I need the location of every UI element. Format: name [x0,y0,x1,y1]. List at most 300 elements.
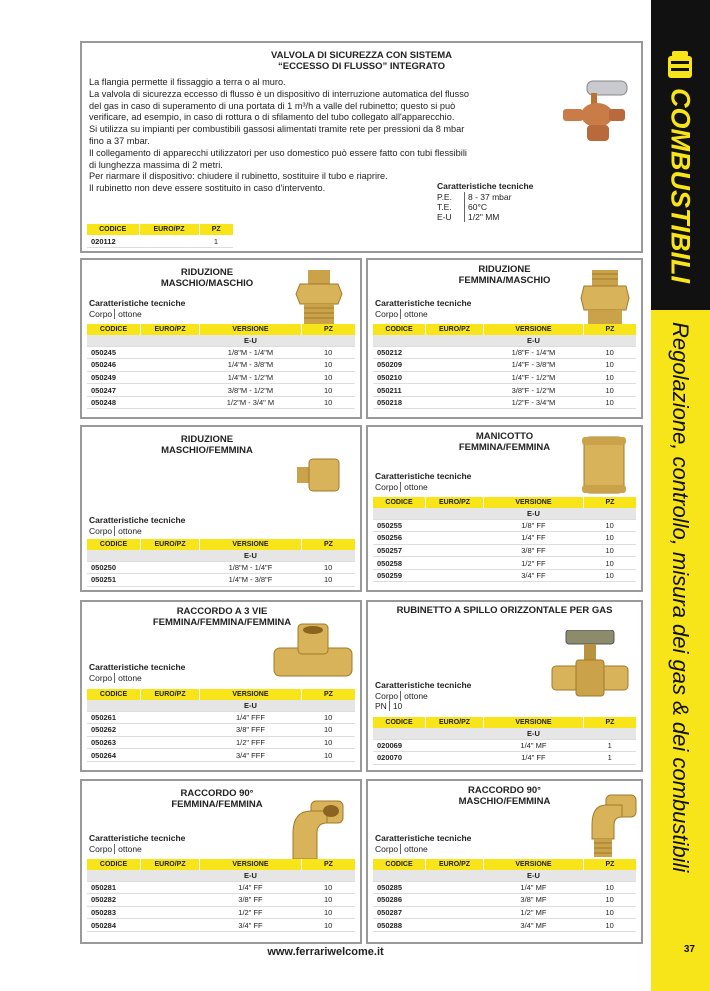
row-code: 050263 [87,736,141,749]
product-table [87,859,355,932]
row-price [426,894,484,907]
sub-empty [301,335,355,346]
card-title-line1: RACCORDO A 3 VIE [176,606,268,617]
row-version: 1/2" FFF [200,736,302,749]
table-row[interactable] [87,346,355,359]
table-row[interactable] [87,574,355,587]
table-row[interactable] [373,519,636,532]
sub-header: E-U [200,550,302,561]
row-code: 050281 [87,881,141,894]
row-pz: 10 [583,396,636,409]
row-price [141,894,200,907]
product-image [272,622,354,687]
row-pz: 10 [583,919,636,932]
col-pz: PZ [583,324,636,335]
row-pz: 10 [583,881,636,894]
product-card-r90ff [80,779,362,944]
table-row[interactable] [87,906,355,919]
row-pz: 10 [301,346,355,359]
specs-title: Caratteristiche tecniche [89,515,186,525]
product-card-r90mf [366,779,643,944]
card-title-line2: FEMMINA/FEMMINA [171,799,263,810]
sub-empty [426,870,484,881]
spec-key: PN [375,701,390,711]
row-pz: 10 [583,544,636,557]
row-pz: 10 [301,371,355,384]
row-pz: 10 [301,396,355,409]
row-pz: 10 [583,346,636,359]
spec-line [375,701,402,711]
specs-title: Caratteristiche tecniche [375,298,472,308]
row-version: 1/2" FF [200,906,302,919]
row-pz: 10 [583,557,636,570]
row-code: 050250 [87,561,141,574]
sub-header: E-U [483,335,583,346]
row-code: 050283 [87,906,141,919]
row-pz: 10 [583,894,636,907]
description-line: di lunghezza massima di 2 metri. [89,159,223,170]
row-version: 1/4"F - 3/8"M [483,359,583,372]
col-codice: CODICE [373,717,426,728]
product-table [87,224,233,248]
row-pz: 10 [583,569,636,582]
row-price [426,384,484,397]
product-table [87,324,355,409]
row-version: 1/8" FF [483,519,583,532]
row-version: 1/8"F - 1/4"M [483,346,583,359]
table-row[interactable] [373,532,636,545]
col-euro: EURO/PZ [141,859,200,870]
spec-key: Corpo [89,844,115,854]
footer-url[interactable]: www.ferrariwelcome.it [267,946,384,958]
row-code: 050282 [87,894,141,907]
table-row[interactable] [373,359,636,372]
row-code: 050247 [87,384,141,397]
table-row[interactable] [373,346,636,359]
table-row[interactable] [373,384,636,397]
table-row[interactable] [373,894,636,907]
row-price [426,544,484,557]
table-row[interactable] [373,752,636,765]
row-version: 1/4" FF [483,532,583,545]
row-pz: 1 [583,752,636,765]
col-versione: VERSIONE [200,689,302,700]
spec-value: ottone [404,482,428,492]
table-row[interactable] [373,881,636,894]
spec-key: E-U [437,212,465,222]
row-version: 1/8"M - 1/4"M [200,346,302,359]
spec-pe [437,192,511,202]
spec-line [375,482,428,492]
description [89,77,529,195]
table-row[interactable] [373,396,636,409]
row-pz: 10 [583,384,636,397]
sub-empty [141,550,200,561]
col-euro: EURO/PZ [141,689,200,700]
row-code: 050211 [373,384,426,397]
row-version: 1/4"M - 3/8"F [200,574,302,587]
card-title-line1: RACCORDO 90° [180,788,254,799]
row-price [141,711,200,724]
row-version: 3/8" FFF [200,724,302,737]
table-row[interactable] [87,371,355,384]
col-euro: EURO/PZ [426,324,484,335]
row-pz: 10 [301,574,355,587]
table-row[interactable] [87,894,355,907]
sub-empty [373,870,426,881]
specs-title: Caratteristiche tecniche [375,833,472,843]
row-code: 050257 [373,544,426,557]
product-image [287,799,347,868]
spec-line [375,844,428,854]
row-code: 050245 [87,346,141,359]
row-pz: 10 [301,711,355,724]
row-version: 1/2" FF [483,557,583,570]
spec-key: Corpo [89,673,115,683]
col-codice: CODICE [373,324,426,335]
spec-eu [437,212,499,222]
row-version: 3/4" FF [483,569,583,582]
row-price [426,346,484,359]
product-card-valvola [80,41,643,253]
row-pz: 10 [301,384,355,397]
row-pz: 10 [301,906,355,919]
specs-title: Caratteristiche tecniche [89,833,186,843]
table-row[interactable] [373,569,636,582]
safety-valve-image [557,75,637,149]
sub-empty [583,728,636,739]
description-line: La flangia permette il fissaggio a terra o al muro. [89,77,286,87]
row-pz: 10 [301,736,355,749]
product-image [297,455,341,500]
table-row[interactable] [373,739,636,752]
product-image [550,630,630,707]
row-price [426,519,484,532]
col-euro: EURO/PZ [426,717,484,728]
row-version: 3/8" FF [483,544,583,557]
sub-empty [301,550,355,561]
spec-key: Corpo [375,844,401,854]
card-title-line2: FEMMINA/MASCHIO [458,275,551,286]
description-line: Per riarmare il dispositivo: chiudere il rubinetto, sostituire il tubo e riaprire. [89,171,388,182]
row-price [141,574,200,587]
spec-key: Corpo [375,482,401,492]
row-pz: 10 [583,359,636,372]
row-code: 020112 [87,235,139,248]
row-price [426,371,484,384]
row-version: 3/8" FF [200,894,302,907]
row-pz: 10 [301,749,355,762]
row-version: 1/8"M - 1/4"F [200,561,302,574]
sidebar-section-label: Regolazione, controllo, misura dei gas & dei combustibili [668,322,693,873]
card-title-line2: “ECCESSO DI FLUSSO” INTEGRATO [278,61,445,72]
row-price [426,557,484,570]
col-versione: VERSIONE [200,859,302,870]
col-codice: CODICE [87,859,141,870]
table-row[interactable] [373,906,636,919]
row-price [141,736,200,749]
card-title-line2: MASCHIO/MASCHIO [160,278,254,289]
card-title-line1: RUBINETTO A SPILLO ORIZZONTALE PER GAS [396,605,613,616]
product-table [87,539,355,587]
row-code: 050258 [373,557,426,570]
sub-header: E-U [483,870,583,881]
product-card-r3v [80,600,362,772]
sub-empty [583,870,636,881]
row-price [139,235,199,248]
spec-line [375,691,428,701]
row-pz: 10 [583,519,636,532]
spec-value: ottone [404,309,428,319]
spec-key: T.E. [437,202,465,212]
sub-empty [373,508,426,519]
spec-key: Corpo [89,526,115,536]
row-pz: 10 [583,532,636,545]
card-title-line2: MASCHIO/FEMMINA [161,445,253,456]
row-code: 050212 [373,346,426,359]
spec-key: Corpo [375,309,401,319]
description-line: verificare, ad esempio, in caso di rottura o di sfilamento del tubo collegato all'apparecchio. [89,112,455,123]
spec-value: ottone [404,844,428,854]
description-line: fino a 37 mbar. [89,135,150,146]
spec-key: Corpo [375,691,401,701]
row-version: 1/4" MF [483,881,583,894]
row-pz: 10 [301,561,355,574]
row-price [141,919,200,932]
spec-value: ottone [118,526,142,536]
card-title-line1: MANICOTTO [475,431,534,442]
table-row[interactable] [87,749,355,762]
spec-line [89,844,142,854]
row-version: 3/4" FFF [200,749,302,762]
description-line: Si utilizza su impianti per combustibili gassosi alimentati tramite rete per pressioni da 8 mbar [89,124,465,135]
col-pz: PZ [583,497,636,508]
row-price [426,396,484,409]
row-pz: 10 [583,906,636,919]
row-version: 1/4"M - 3/8"M [200,359,302,372]
sub-empty [141,335,200,346]
row-code: 050264 [87,749,141,762]
spec-value: 8 - 37 mbar [468,192,512,202]
spec-value: ottone [404,691,428,701]
card-title-line2: FEMMINA/FEMMINA/FEMMINA [152,617,292,628]
sub-header: E-U [200,700,302,711]
spec-key: Corpo [89,309,115,319]
col-euro: EURO/PZ [426,859,484,870]
product-card-rmf [80,425,362,592]
sub-header: E-U [483,728,583,739]
row-code: 020070 [373,752,426,765]
spec-line [89,526,142,536]
row-code: 050259 [373,569,426,582]
row-code: 050251 [87,574,141,587]
row-version: 1/4" FF [200,881,302,894]
description-line: Il collegamento di apparecchi utilizzatori per uso domestico può essere fatto con tubi flessibili [89,147,467,158]
table-row[interactable] [87,724,355,737]
table-row[interactable] [87,396,355,409]
col-codice: CODICE [87,689,141,700]
table-row[interactable] [87,359,355,372]
row-code: 050286 [373,894,426,907]
product-image [294,270,344,331]
sub-empty [141,870,200,881]
spec-te [437,202,487,212]
table-row[interactable] [87,384,355,397]
row-code: 050288 [373,919,426,932]
description-line: Il rubinetto non deve essere sostituito in caso d'intervento. [89,183,326,194]
row-version: 1/2" MF [483,906,583,919]
col-codice: CODICE [87,224,139,235]
row-version: 1/4"M - 1/2"M [200,371,302,384]
sub-empty [87,335,141,346]
row-price [141,561,200,574]
spec-line [89,309,142,319]
col-versione: VERSIONE [483,324,583,335]
col-versione: VERSIONE [483,717,583,728]
spec-value: ottone [118,844,142,854]
row-code: 050284 [87,919,141,932]
row-code: 050218 [373,396,426,409]
specs-title: Caratteristiche tecniche [89,298,186,308]
row-version: 1/4" MF [483,739,583,752]
spec-value: 10 [392,701,403,711]
col-versione: VERSIONE [483,497,583,508]
table-row[interactable] [87,235,233,248]
row-version: 3/4" FF [200,919,302,932]
col-euro: EURO/PZ [139,224,199,235]
col-pz: PZ [301,539,355,550]
card-title-line2: FEMMINA/FEMMINA [458,442,551,453]
row-price [141,359,200,372]
product-table [373,859,636,932]
card-title-line1: RIDUZIONE [478,264,531,275]
table-row[interactable] [87,561,355,574]
specs-title: Caratteristiche tecniche [89,662,186,672]
row-pz: 10 [301,724,355,737]
product-table [87,689,355,762]
row-price [426,881,484,894]
sidebar-category-label: COMBUSTIBILI [665,88,696,283]
spec-value: 60°C [468,202,487,212]
row-code: 050249 [87,371,141,384]
row-price [141,396,200,409]
card-title-line1: RIDUZIONE [180,434,234,445]
row-version: 1/4" FF [483,752,583,765]
product-card-rmm [80,258,362,419]
flame-canister-icon [658,48,702,84]
col-pz: PZ [301,859,355,870]
spec-value: ottone [118,309,142,319]
table-row[interactable] [87,919,355,932]
row-pz: 1 [199,235,233,248]
sub-header: E-U [200,335,302,346]
col-euro: EURO/PZ [426,497,484,508]
row-pz: 10 [583,371,636,384]
table-row[interactable] [373,919,636,932]
row-price [426,752,484,765]
specs-title: Caratteristiche tecniche [375,680,472,690]
row-price [141,346,200,359]
row-version: 1/4" FFF [200,711,302,724]
col-euro: EURO/PZ [141,324,200,335]
row-code: 050262 [87,724,141,737]
row-pz: 10 [301,359,355,372]
col-versione: VERSIONE [200,539,302,550]
row-price [426,906,484,919]
sidebar-top-block [651,0,710,40]
col-codice: CODICE [373,497,426,508]
row-price [141,881,200,894]
sub-empty [87,550,141,561]
spec-key: P.E. [437,192,465,202]
row-version: 3/4" MF [483,919,583,932]
product-card-mff [366,425,643,592]
col-euro: EURO/PZ [141,539,200,550]
row-version: 1/2"M - 3/4" M [200,396,302,409]
row-code: 050210 [373,371,426,384]
col-versione: VERSIONE [200,324,302,335]
sub-header: E-U [200,870,302,881]
table-row[interactable] [87,711,355,724]
row-price [426,569,484,582]
row-code: 020069 [373,739,426,752]
row-code: 050248 [87,396,141,409]
row-version: 3/8" MF [483,894,583,907]
row-version: 3/8"F - 1/2"M [483,384,583,397]
product-table [373,717,636,765]
col-codice: CODICE [373,859,426,870]
col-pz: PZ [199,224,233,235]
row-price [426,919,484,932]
spec-line [375,309,428,319]
table-row[interactable] [87,736,355,749]
sub-header: E-U [483,508,583,519]
card-title-line1: VALVOLA DI SICUREZZA CON SISTEMA [270,50,453,61]
table-row[interactable] [87,881,355,894]
sub-empty [426,508,484,519]
sub-empty [426,728,484,739]
sub-empty [583,335,636,346]
row-price [141,724,200,737]
row-pz: 10 [301,894,355,907]
description-line: La valvola di sicurezza eccesso di flusso è un dispositivo di interruzione automatica del flusso [89,88,469,99]
product-table [373,497,636,582]
table-row[interactable] [373,544,636,557]
table-row[interactable] [373,371,636,384]
row-price [141,906,200,919]
table-row[interactable] [373,557,636,570]
row-code: 050255 [373,519,426,532]
col-codice: CODICE [87,324,141,335]
row-price [141,371,200,384]
col-pz: PZ [301,324,355,335]
row-price [426,739,484,752]
row-code: 050287 [373,906,426,919]
col-versione: VERSIONE [483,859,583,870]
row-version: 1/2"F - 3/4"M [483,396,583,409]
sub-empty [301,700,355,711]
col-pz: PZ [583,717,636,728]
spec-line [89,673,142,683]
row-price [141,384,200,397]
sub-empty [373,728,426,739]
sub-empty [87,870,141,881]
row-code: 050256 [373,532,426,545]
card-title-line1: RIDUZIONE [180,267,234,278]
product-image [580,435,628,500]
page-number: 37 [683,944,695,955]
col-codice: CODICE [87,539,141,550]
